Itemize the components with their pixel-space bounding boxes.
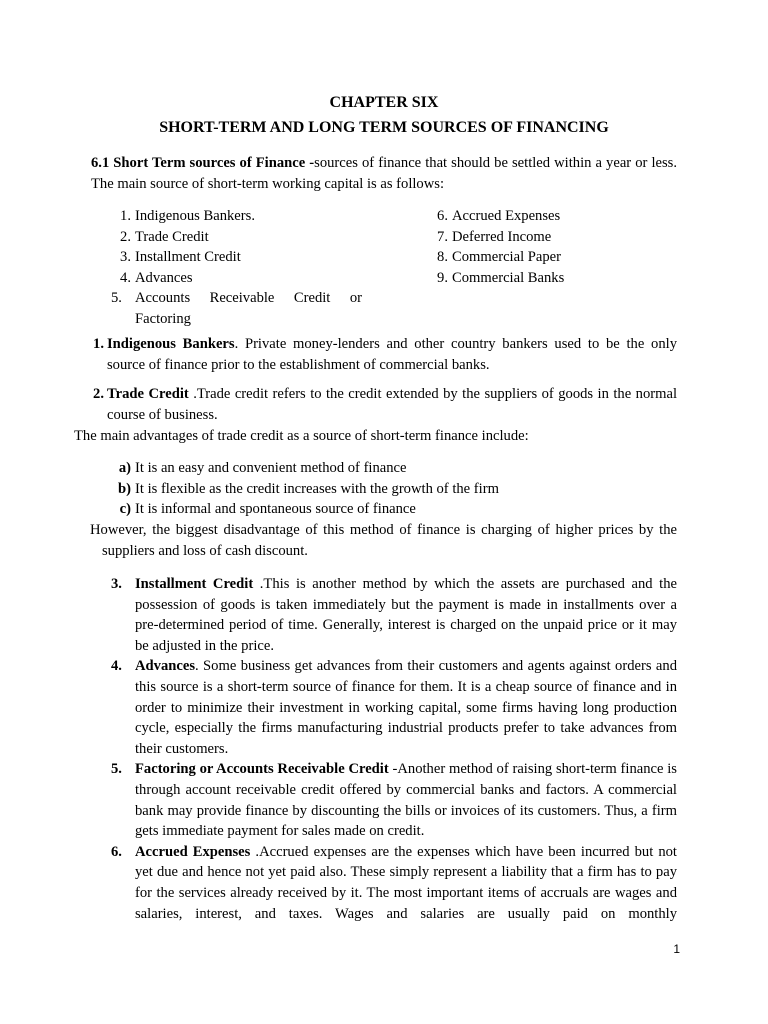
advantages-list [118, 458, 677, 520]
item-number: 1. [93, 336, 104, 352]
details-list [111, 574, 678, 924]
section-intro [91, 153, 677, 194]
list-item: 5. Accounts Receivable Credit or Factoring [111, 290, 362, 327]
list-item: 4. Advances [120, 269, 193, 286]
list-item: 2. Trade Credit [120, 228, 209, 245]
item-trade-credit: Trade Credit .Trade credit refers to the credit extended by the suppliers of goods in the normal course of business. [107, 386, 677, 423]
item-title: Trade Credit [107, 386, 189, 402]
list-item: 6. Accrued Expenses .Accrued expenses are the expenses which have been incurred but not yet due and hence not yet paid also. These simply represent a liability that a firm has to pay for the services already received by it. The most important items of accruals are wages and salaries, interest, and taxes. Wages and salaries are usually paid on monthly [111, 843, 677, 922]
list-item: a) It is an easy and convenient method of finance [118, 460, 407, 476]
section-text: sources of finance that should be settled within a year or less. The main source of short-term working capital is as follows: [91, 155, 677, 192]
list-item: b) It is flexible as the credit increases with the growth of the firm [118, 480, 499, 497]
sources-list-right [437, 206, 652, 288]
list-item: 4. Advances. Some business get advances from their customers and agents against orders and this source is a short-term source of finance for them. It is a cheap source of finance and in order to minimize their investment in working capital, some firms having long production cycle, especially the firms manufacturing industrial products prefer to take advances from their customers. [111, 658, 677, 757]
list-item: 3. Installment Credit .This is another method by which the assets are purchased and the possession of goods is taken immediately but the payment is made in installments over a pre-determined period of time. Generally, interest is charged on the unpaid price or it may be adjusted in the price. [111, 576, 678, 654]
page-number: 1 [673, 942, 680, 956]
list-item: 7. Deferred Income [437, 228, 552, 245]
list-item: 6. Accrued Expenses [437, 208, 561, 224]
item-indigenous-bankers: Indigenous Bankers. Private money-lenders and other country bankers used to be the only source of finance prior to the establishment of commercial banks. [107, 336, 677, 373]
item-title: Advances [135, 658, 195, 675]
chapter-title: CHAPTER SIX [329, 94, 439, 111]
item-title: Factoring or Accounts Receivable Credit [135, 761, 389, 778]
advantages-intro: The main advantages of trade credit as a source of short-term finance include: [74, 428, 529, 444]
list-item: 9. Commercial Banks [437, 269, 565, 286]
chapter-subtitle: SHORT-TERM AND LONG TERM SOURCES OF FINANCING [159, 119, 609, 136]
item-title: Installment Credit [135, 576, 254, 592]
list-item: c) It is informal and spontaneous source of finance [119, 501, 416, 518]
list-item: 8. Commercial Paper [437, 249, 562, 266]
disadvantage-paragraph: However, the biggest disadvantage of this method of finance is charging of higher prices by the suppliers and loss of cash discount. [90, 522, 677, 559]
list-item: 1. Indigenous Bankers. [120, 208, 255, 224]
section-heading: 6.1 Short Term sources of Finance - [91, 155, 315, 171]
item-title: Indigenous Bankers [107, 336, 235, 352]
item-number: 2. [93, 386, 104, 402]
list-item: 5. Factoring or Accounts Receivable Credit -Another method of raising short-term finance is through account receivable credit offered by commercial banks and factors. A commercial bank may provide finance by discounting the bills or invoices of its customers. Thus, a firm gets immediate payment for sales made on credit. [111, 761, 677, 840]
item-title: Accrued Expenses [135, 843, 251, 860]
list-item: 3. Installment Credit [120, 249, 241, 266]
sources-list-left [111, 206, 362, 330]
